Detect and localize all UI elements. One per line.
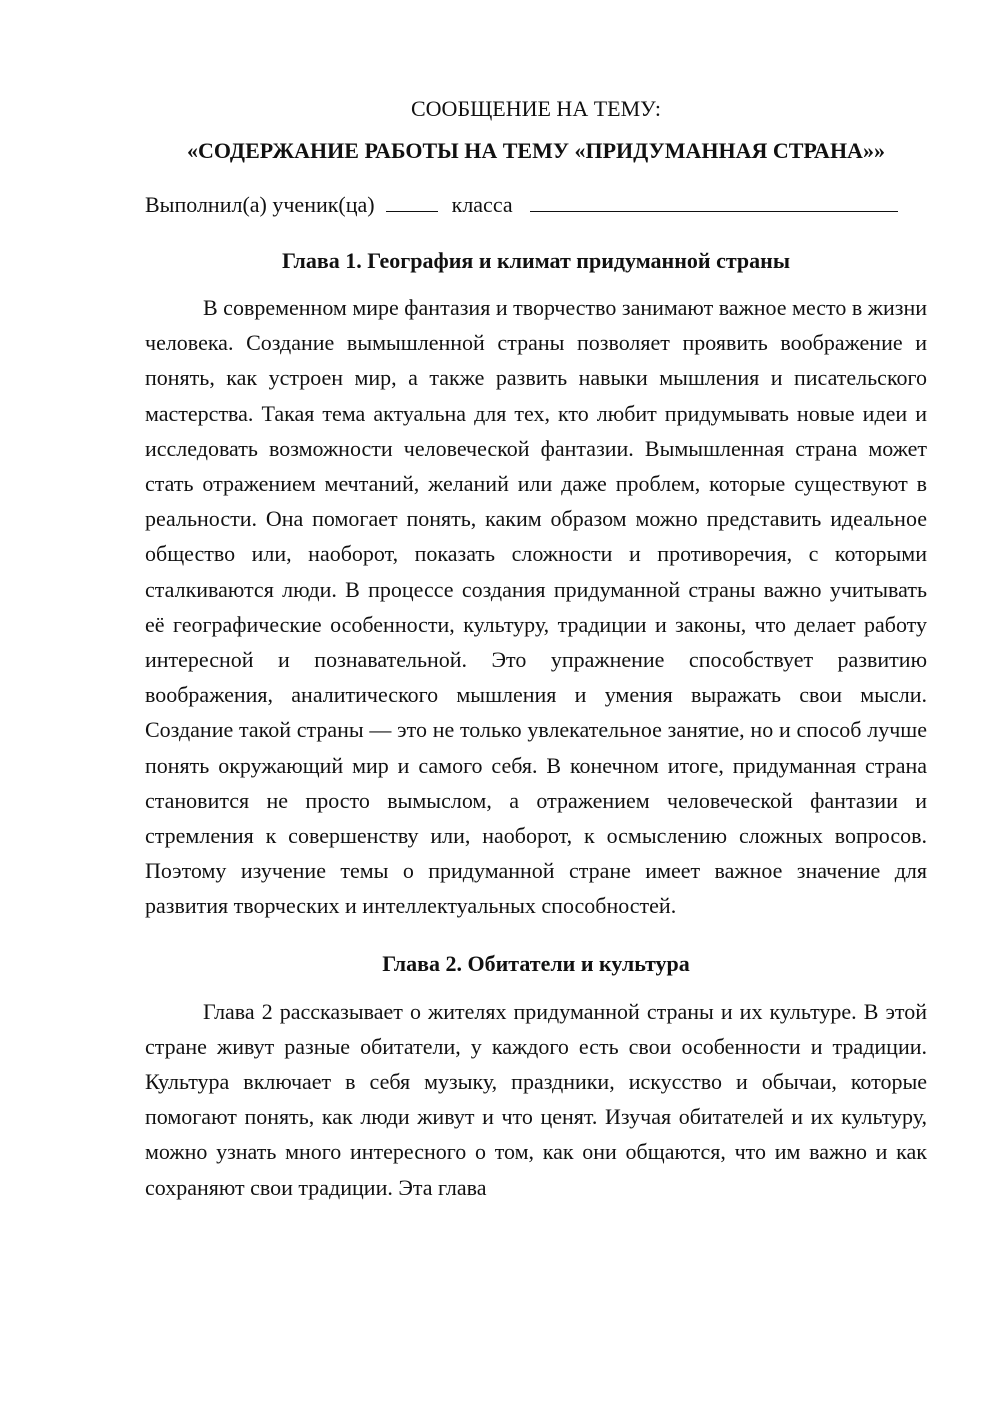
chapter-1-title: Глава 1. География и климат придуманной страны [281, 248, 790, 273]
class-label: класса [451, 192, 513, 217]
chapter-2-title: Глава 2. Обитатели и культура [382, 950, 690, 976]
class-number-blank [386, 189, 438, 212]
document-title: «СОДЕРЖАНИЕ РАБОТЫ НА ТЕМУ «ПРИДУМАННАЯ СТРАНА»» [187, 138, 885, 163]
chapter-2-paragraph: Глава 2 рассказывает о жителях придуманной страны и их культуре. В этой стране живут разные обитатели, у каждого есть свои особенности и традиции. Культура включает в себя музыку, праздники, искусство и обычаи, которые помогают понять, как люди живут и что ценят. Изучая обитателей и их культуру, можно узнать много интересного о том, как они общаются, что им важно и как сохраняют свои традиции. Эта глава [145, 998, 927, 1200]
student-name-blank [530, 189, 898, 212]
chapter-2 [145, 947, 927, 1205]
document-page [145, 92, 927, 1205]
chapter-1-paragraph: В современном мире фантазия и творчество занимают важное место в жизни человека. Создание вымышленной страны позволяет проявить воображение и понять, как устроен мир, а также развить навыки мышления и писательского мастерства. Такая тема актуальна для тех, кто любит придумывать новые идеи и исследовать возможности человеческой фантазии. Вымышленная страна может стать отражением мечтаний, желаний или даже проблем, которые существуют в реальности. Она помогает понять, каким образом можно представить идеальное общество или, наоборот, показать сложности и противоречия, с которыми сталкиваются люди. В процессе создания придуманной страны важно учитывать её географические особенности, культуру, традиции и законы, что делает работу интересной и познавательной. Это упражнение способствует развитию воображения, аналитического мышления и умения выражать свои мысли. Создание такой страны — это не только увлекательное занятие, но и способ лучше понять окружающий мир и самого себя. В конечном итоге, придуманная страна становится не просто вымыслом, а отражением человеческой фантазии и стремления к совершенству или, наоборот, к осмыслению сложных вопросов. Поэтому изучение темы о придуманной стране имеет важное значение для развития творческих и интеллектуальных способностей. [145, 295, 927, 919]
author-prefix: Выполнил(а) ученик(ца) [145, 192, 375, 217]
author-line [145, 188, 927, 222]
document-label: СООБЩЕНИЕ НА ТЕМУ: [411, 96, 661, 121]
chapter-1 [145, 244, 927, 924]
